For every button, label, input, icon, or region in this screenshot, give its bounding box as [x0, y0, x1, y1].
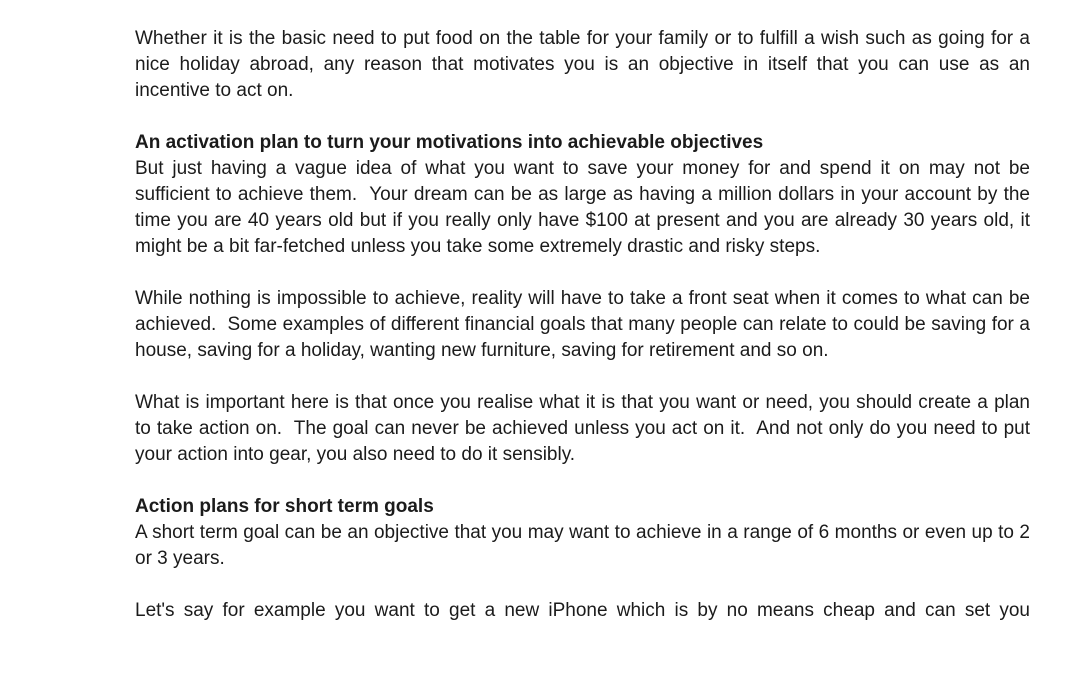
paragraph-short-term-goal-definition: A short term goal can be an objective that you may want to achieve in a range of 6 months or even up to 2 or 3 years. — [135, 522, 1036, 569]
heading-short-term-goals: Action plans for short term goals — [135, 496, 434, 517]
heading-activation-plan: An activation plan to turn your motivations into achievable objectives — [135, 132, 764, 153]
paragraph-iphone-example-clipped: Let's say for example you want to get a new iPhone which is by no means cheap and can set you — [135, 600, 1030, 621]
paragraph-importance-of-plan: What is important here is that once you realise what it is that you want or need, you should create a plan to take action on. The goal can never be achieved unless you act on it. And not only do you need to put your action into gear, you also need to do it sensibly. — [135, 392, 1036, 465]
paragraph-intro-motivations: Whether it is the basic need to put food on the table for your family or to fulfill a wish such as going for a nice holiday abroad, any reason that motivates you is an objective in itself that you can use as an incentive to act on. — [135, 28, 1036, 101]
paragraph-vague-idea: But just having a vague idea of what you want to save your money for and spend it on may not be sufficient to achieve them. Your dream can be as large as having a million dollars in your account by the time you are 40 years old but if you really only have $100 at present and you are already 30 years old, it might be a bit far-fetched unless you take some extremely drastic and risky steps. — [135, 158, 1036, 257]
paragraph-reality-examples: While nothing is impossible to achieve, reality will have to take a front seat when it comes to what can be achieved. Some examples of different financial goals that many people can relate to could be saving for a house, saving for a holiday, wanting new furniture, saving for retirement and so on. — [135, 288, 1036, 361]
